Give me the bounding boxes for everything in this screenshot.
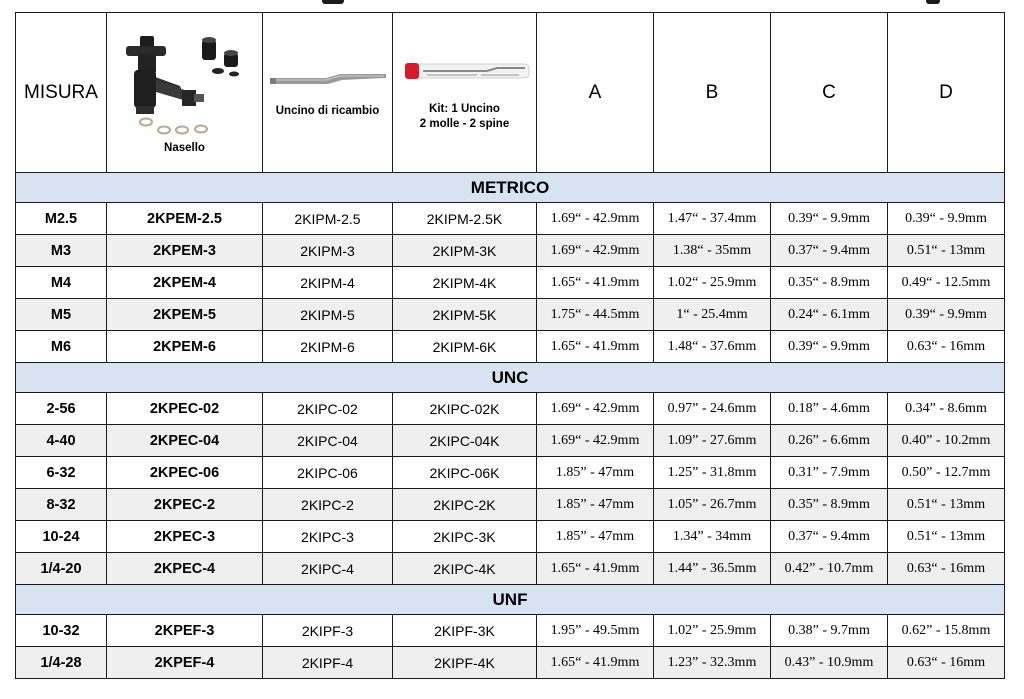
cell-kit: 2KIPC-06K bbox=[393, 457, 537, 489]
cell-kit: 2KIPM-5K bbox=[393, 299, 537, 331]
cell-c: 0.35“ - 8.9mm bbox=[771, 267, 888, 299]
hook-spare-image bbox=[266, 64, 390, 104]
section-title: UNC bbox=[16, 363, 1005, 393]
table-row bbox=[16, 489, 1005, 521]
cell-a: 1.75“ - 44.5mm bbox=[537, 299, 654, 331]
cell-d: 0.50” - 12.7mm bbox=[888, 457, 1005, 489]
cell-b: 1.38“ - 35mm bbox=[654, 235, 771, 267]
cell-uncino: 2KIPM-3 bbox=[263, 235, 393, 267]
label-kit-line1: Kit: 1 Uncino bbox=[429, 103, 500, 115]
cell-a: 1.65“ - 41.9mm bbox=[537, 553, 654, 585]
cell-nasello: 2KPEM-2.5 bbox=[107, 203, 263, 235]
cell-c: 0.38” - 9.7mm bbox=[771, 615, 888, 647]
cell-uncino: 2KIPC-4 bbox=[263, 553, 393, 585]
cell-misura: 1/4-20 bbox=[16, 553, 107, 585]
nasello-tool-image bbox=[110, 26, 260, 141]
cell-misura: 10-32 bbox=[16, 615, 107, 647]
top-edge-fragment-left bbox=[322, 0, 344, 4]
table-row bbox=[16, 299, 1005, 331]
cell-misura: M5 bbox=[16, 299, 107, 331]
cell-misura: 6-32 bbox=[16, 457, 107, 489]
cell-nasello: 2KPEM-4 bbox=[107, 267, 263, 299]
cell-d: 0.63“ - 16mm bbox=[888, 331, 1005, 363]
cell-kit: 2KIPF-4K bbox=[393, 647, 537, 679]
cell-d: 0.62” - 15.8mm bbox=[888, 615, 1005, 647]
cell-c: 0.26” - 6.6mm bbox=[771, 425, 888, 457]
cell-b: 1.48“ - 37.6mm bbox=[654, 331, 771, 363]
cell-kit: 2KIPM-4K bbox=[393, 267, 537, 299]
table-row bbox=[16, 457, 1005, 489]
cell-nasello: 2KPEC-02 bbox=[107, 393, 263, 425]
cell-a: 1.85” - 47mm bbox=[537, 457, 654, 489]
cell-misura: 4-40 bbox=[16, 425, 107, 457]
cell-b: 1.02“ - 25.9mm bbox=[654, 267, 771, 299]
table-row bbox=[16, 331, 1005, 363]
table-row bbox=[16, 267, 1005, 299]
header-uncino bbox=[263, 13, 393, 173]
cell-uncino: 2KIPF-4 bbox=[263, 647, 393, 679]
cell-kit: 2KIPM-6K bbox=[393, 331, 537, 363]
table-row bbox=[16, 235, 1005, 267]
header-misura: MISURA bbox=[16, 13, 107, 173]
label-uncino: Uncino di ricambio bbox=[275, 104, 380, 117]
cell-c: 0.35” - 8.9mm bbox=[771, 489, 888, 521]
cell-kit: 2KIPC-4K bbox=[393, 553, 537, 585]
spec-table-body bbox=[16, 173, 1005, 679]
cell-a: 1.85” - 47mm bbox=[537, 489, 654, 521]
cell-kit: 2KIPC-02K bbox=[393, 393, 537, 425]
cell-c: 0.43” - 10.9mm bbox=[771, 647, 888, 679]
cell-nasello: 2KPEC-06 bbox=[107, 457, 263, 489]
cell-uncino: 2KIPC-06 bbox=[263, 457, 393, 489]
cell-c: 0.24“ - 6.1mm bbox=[771, 299, 888, 331]
cell-uncino: 2KIPC-02 bbox=[263, 393, 393, 425]
header-d: D bbox=[888, 13, 1005, 173]
section-title: UNF bbox=[16, 585, 1005, 615]
cell-d: 0.51“ - 13mm bbox=[888, 235, 1005, 267]
cell-b: 1.02” - 25.9mm bbox=[654, 615, 771, 647]
cell-a: 1.85” - 47mm bbox=[537, 521, 654, 553]
cell-kit: 2KIPC-04K bbox=[393, 425, 537, 457]
cell-d: 0.34” - 8.6mm bbox=[888, 393, 1005, 425]
cell-misura: M4 bbox=[16, 267, 107, 299]
header-a: A bbox=[537, 13, 654, 173]
cell-b: 1.44” - 36.5mm bbox=[654, 553, 771, 585]
header-nasello bbox=[107, 13, 263, 173]
cell-nasello: 2KPEF-3 bbox=[107, 615, 263, 647]
cell-c: 0.18” - 4.6mm bbox=[771, 393, 888, 425]
table-row bbox=[16, 615, 1005, 647]
header-c: C bbox=[771, 13, 888, 173]
cell-b: 1.47“ - 37.4mm bbox=[654, 203, 771, 235]
header-row bbox=[16, 13, 1005, 173]
cell-a: 1.65“ - 41.9mm bbox=[537, 267, 654, 299]
header-b: B bbox=[654, 13, 771, 173]
cell-uncino: 2KIPM-4 bbox=[263, 267, 393, 299]
table-row bbox=[16, 553, 1005, 585]
cell-nasello: 2KPEM-3 bbox=[107, 235, 263, 267]
table-row bbox=[16, 647, 1005, 679]
table-row bbox=[16, 393, 1005, 425]
cell-uncino: 2KIPF-3 bbox=[263, 615, 393, 647]
cell-nasello: 2KPEC-2 bbox=[107, 489, 263, 521]
cell-misura: 1/4-28 bbox=[16, 647, 107, 679]
cell-uncino: 2KIPC-2 bbox=[263, 489, 393, 521]
cell-misura: 8-32 bbox=[16, 489, 107, 521]
cell-b: 1.23” - 32.3mm bbox=[654, 647, 771, 679]
cell-kit: 2KIPC-3K bbox=[393, 521, 537, 553]
cell-c: 0.31” - 7.9mm bbox=[771, 457, 888, 489]
label-kit bbox=[393, 102, 536, 135]
cell-uncino: 2KIPC-04 bbox=[263, 425, 393, 457]
cell-b: 1.25” - 31.8mm bbox=[654, 457, 771, 489]
cell-a: 1.69“ - 42.9mm bbox=[537, 235, 654, 267]
cell-nasello: 2KPEM-5 bbox=[107, 299, 263, 331]
cell-b: 1“ - 25.4mm bbox=[654, 299, 771, 331]
cell-b: 1.09” - 27.6mm bbox=[654, 425, 771, 457]
cell-nasello: 2KPEM-6 bbox=[107, 331, 263, 363]
cell-c: 0.42” - 10.7mm bbox=[771, 553, 888, 585]
cell-a: 1.65“ - 41.9mm bbox=[537, 647, 654, 679]
table-row bbox=[16, 203, 1005, 235]
cell-misura: M2.5 bbox=[16, 203, 107, 235]
cell-d: 0.63“ - 16mm bbox=[888, 553, 1005, 585]
section-row-unf bbox=[16, 585, 1005, 615]
cell-d: 0.39“ - 9.9mm bbox=[888, 299, 1005, 331]
section-row-metrico bbox=[16, 173, 1005, 203]
section-row-unc bbox=[16, 363, 1005, 393]
cell-c: 0.37“ - 9.4mm bbox=[771, 521, 888, 553]
cell-b: 1.05” - 26.7mm bbox=[654, 489, 771, 521]
cell-d: 0.49“ - 12.5mm bbox=[888, 267, 1005, 299]
cell-nasello: 2KPEF-4 bbox=[107, 647, 263, 679]
section-title: METRICO bbox=[16, 173, 1005, 203]
cell-kit: 2KIPC-2K bbox=[393, 489, 537, 521]
cell-d: 0.63“ - 16mm bbox=[888, 647, 1005, 679]
label-nasello: Nasello bbox=[164, 142, 205, 154]
cell-a: 1.69“ - 42.9mm bbox=[537, 393, 654, 425]
kit-image bbox=[397, 50, 533, 102]
cell-b: 0.97” - 24.6mm bbox=[654, 393, 771, 425]
header-kit bbox=[393, 13, 537, 173]
cell-misura: 10-24 bbox=[16, 521, 107, 553]
cell-uncino: 2KIPM-6 bbox=[263, 331, 393, 363]
cell-b: 1.34” - 34mm bbox=[654, 521, 771, 553]
cell-c: 0.39“ - 9.9mm bbox=[771, 331, 888, 363]
cell-a: 1.69“ - 42.9mm bbox=[537, 425, 654, 457]
cell-misura: M6 bbox=[16, 331, 107, 363]
cell-misura: 2-56 bbox=[16, 393, 107, 425]
cell-c: 0.39“ - 9.9mm bbox=[771, 203, 888, 235]
spec-table bbox=[15, 12, 1005, 679]
cell-uncino: 2KIPC-3 bbox=[263, 521, 393, 553]
cell-uncino: 2KIPM-5 bbox=[263, 299, 393, 331]
cell-kit: 2KIPM-3K bbox=[393, 235, 537, 267]
table-row bbox=[16, 425, 1005, 457]
cell-d: 0.40” - 10.2mm bbox=[888, 425, 1005, 457]
label-kit-line2: 2 molle - 2 spine bbox=[419, 118, 510, 130]
cell-a: 1.95” - 49.5mm bbox=[537, 615, 654, 647]
cell-misura: M3 bbox=[16, 235, 107, 267]
cell-a: 1.65“ - 41.9mm bbox=[537, 331, 654, 363]
cell-kit: 2KIPM-2.5K bbox=[393, 203, 537, 235]
cell-nasello: 2KPEC-3 bbox=[107, 521, 263, 553]
cell-d: 0.51“ - 13mm bbox=[888, 489, 1005, 521]
cell-nasello: 2KPEC-04 bbox=[107, 425, 263, 457]
cell-d: 0.39“ - 9.9mm bbox=[888, 203, 1005, 235]
cell-d: 0.51“ - 13mm bbox=[888, 521, 1005, 553]
cell-a: 1.69“ - 42.9mm bbox=[537, 203, 654, 235]
cell-c: 0.37“ - 9.4mm bbox=[771, 235, 888, 267]
cell-uncino: 2KIPM-2.5 bbox=[263, 203, 393, 235]
top-edge-fragment-right bbox=[926, 0, 940, 4]
cell-nasello: 2KPEC-4 bbox=[107, 553, 263, 585]
cell-kit: 2KIPF-3K bbox=[393, 615, 537, 647]
table-row bbox=[16, 521, 1005, 553]
